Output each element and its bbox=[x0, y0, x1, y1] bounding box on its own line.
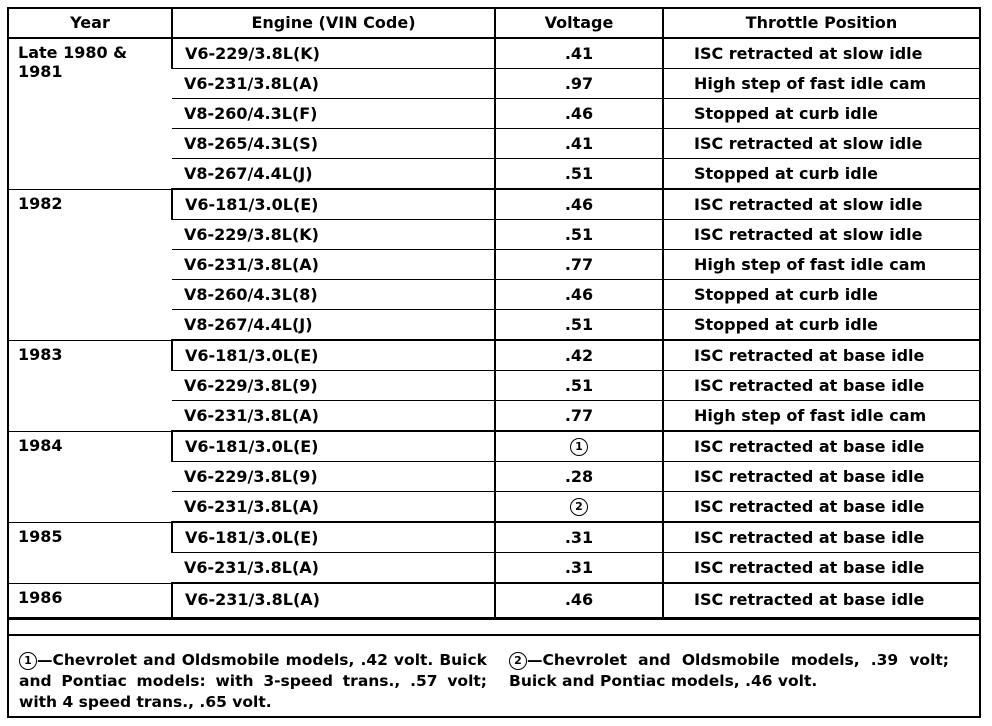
voltage-cell: .46 bbox=[495, 99, 663, 129]
voltage-cell: .51 bbox=[495, 310, 663, 341]
engine-cell: V6-231/3.8L(A) bbox=[172, 250, 495, 280]
voltage-cell: .77 bbox=[495, 401, 663, 432]
voltage-cell: .51 bbox=[495, 220, 663, 250]
voltage-cell: .41 bbox=[495, 129, 663, 159]
voltage-cell: .46 bbox=[495, 583, 663, 618]
table-row bbox=[9, 583, 979, 618]
throttle-position-cell: ISC retracted at base idle bbox=[663, 371, 979, 401]
engine-cell: V6-229/3.8L(9) bbox=[172, 462, 495, 492]
header-engine: Engine (VIN Code) bbox=[172, 9, 495, 38]
throttle-position-cell: ISC retracted at slow idle bbox=[663, 220, 979, 250]
engine-cell: V6-229/3.8L(K) bbox=[172, 38, 495, 69]
engine-cell: V6-229/3.8L(9) bbox=[172, 371, 495, 401]
tps-voltage-table bbox=[9, 9, 979, 620]
engine-cell: V8-267/4.4L(J) bbox=[172, 310, 495, 341]
table-row bbox=[9, 189, 979, 220]
throttle-position-cell: ISC retracted at slow idle bbox=[663, 129, 979, 159]
table-row bbox=[9, 522, 979, 553]
voltage-cell: .46 bbox=[495, 189, 663, 220]
engine-cell: V8-260/4.3L(8) bbox=[172, 280, 495, 310]
throttle-position-cell: Stopped at curb idle bbox=[663, 280, 979, 310]
header-row bbox=[9, 9, 979, 38]
engine-cell: V6-231/3.8L(A) bbox=[172, 492, 495, 523]
engine-cell: V6-231/3.8L(A) bbox=[172, 583, 495, 618]
throttle-position-cell: ISC retracted at base idle bbox=[663, 431, 979, 462]
year-cell: 1982 bbox=[9, 189, 172, 340]
throttle-position-cell: ISC retracted at base idle bbox=[663, 583, 979, 618]
voltage-cell: .46 bbox=[495, 280, 663, 310]
voltage-cell: .31 bbox=[495, 553, 663, 584]
footnote-reference: 1 bbox=[570, 438, 588, 456]
voltage-cell: .51 bbox=[495, 159, 663, 190]
footnote-marker-2: 2 bbox=[509, 652, 527, 670]
throttle-position-cell: ISC retracted at base idle bbox=[663, 553, 979, 584]
engine-cell: V8-265/4.3L(S) bbox=[172, 129, 495, 159]
throttle-position-cell: High step of fast idle cam bbox=[663, 69, 979, 99]
footnote-reference: 2 bbox=[570, 498, 588, 516]
engine-cell: V8-267/4.4L(J) bbox=[172, 159, 495, 190]
voltage-cell: .77 bbox=[495, 250, 663, 280]
throttle-position-cell: Stopped at curb idle bbox=[663, 99, 979, 129]
engine-cell: V6-231/3.8L(A) bbox=[172, 553, 495, 584]
header-year: Year bbox=[9, 9, 172, 38]
engine-cell: V6-181/3.0L(E) bbox=[172, 340, 495, 371]
footnote-1-text: —Chevrolet and Oldsmobile models, .42 volt. Buick and Pontiac models: with 3-speed trans., .57 volt; with 4 speed trans., .65 volt. bbox=[19, 651, 487, 711]
year-cell: 1986 bbox=[9, 583, 172, 618]
table-row bbox=[9, 431, 979, 462]
engine-cell: V6-181/3.0L(E) bbox=[172, 189, 495, 220]
engine-cell: V8-260/4.3L(F) bbox=[172, 99, 495, 129]
voltage-cell: .28 bbox=[495, 462, 663, 492]
throttle-position-cell: ISC retracted at slow idle bbox=[663, 189, 979, 220]
footnote-1 bbox=[19, 650, 487, 713]
voltage-cell: .51 bbox=[495, 371, 663, 401]
table-row bbox=[9, 38, 979, 69]
engine-cell: V6-231/3.8L(A) bbox=[172, 401, 495, 432]
engine-cell: V6-181/3.0L(E) bbox=[172, 431, 495, 462]
year-cell: 1984 bbox=[9, 431, 172, 522]
header-voltage: Voltage bbox=[495, 9, 663, 38]
voltage-cell: .41 bbox=[495, 38, 663, 69]
footnote-marker-1: 1 bbox=[19, 652, 37, 670]
footnote-2-text: —Chevrolet and Oldsmobile models, .39 volt; Buick and Pontiac models, .46 volt. bbox=[509, 651, 949, 690]
engine-cell: V6-231/3.8L(A) bbox=[172, 69, 495, 99]
engine-cell: V6-181/3.0L(E) bbox=[172, 522, 495, 553]
throttle-position-cell: High step of fast idle cam bbox=[663, 401, 979, 432]
throttle-position-cell: ISC retracted at base idle bbox=[663, 462, 979, 492]
header-throttle-position: Throttle Position bbox=[663, 9, 979, 38]
voltage-cell: .31 bbox=[495, 522, 663, 553]
throttle-position-cell: High step of fast idle cam bbox=[663, 250, 979, 280]
throttle-position-cell: Stopped at curb idle bbox=[663, 310, 979, 341]
voltage-cell: .42 bbox=[495, 340, 663, 371]
throttle-position-cell: Stopped at curb idle bbox=[663, 159, 979, 190]
throttle-position-cell: ISC retracted at slow idle bbox=[663, 38, 979, 69]
spec-document bbox=[7, 7, 981, 718]
voltage-cell: .97 bbox=[495, 69, 663, 99]
throttle-position-cell: ISC retracted at base idle bbox=[663, 340, 979, 371]
voltage-cell bbox=[495, 492, 663, 523]
throttle-position-cell: ISC retracted at base idle bbox=[663, 522, 979, 553]
table-body bbox=[9, 38, 979, 618]
voltage-cell bbox=[495, 431, 663, 462]
table-row bbox=[9, 340, 979, 371]
year-cell: Late 1980 & 1981 bbox=[9, 38, 172, 189]
engine-cell: V6-229/3.8L(K) bbox=[172, 220, 495, 250]
year-cell: 1985 bbox=[9, 522, 172, 583]
year-cell: 1983 bbox=[9, 340, 172, 431]
footnotes bbox=[9, 634, 979, 718]
throttle-position-cell: ISC retracted at base idle bbox=[663, 492, 979, 523]
footnote-2 bbox=[509, 650, 949, 692]
